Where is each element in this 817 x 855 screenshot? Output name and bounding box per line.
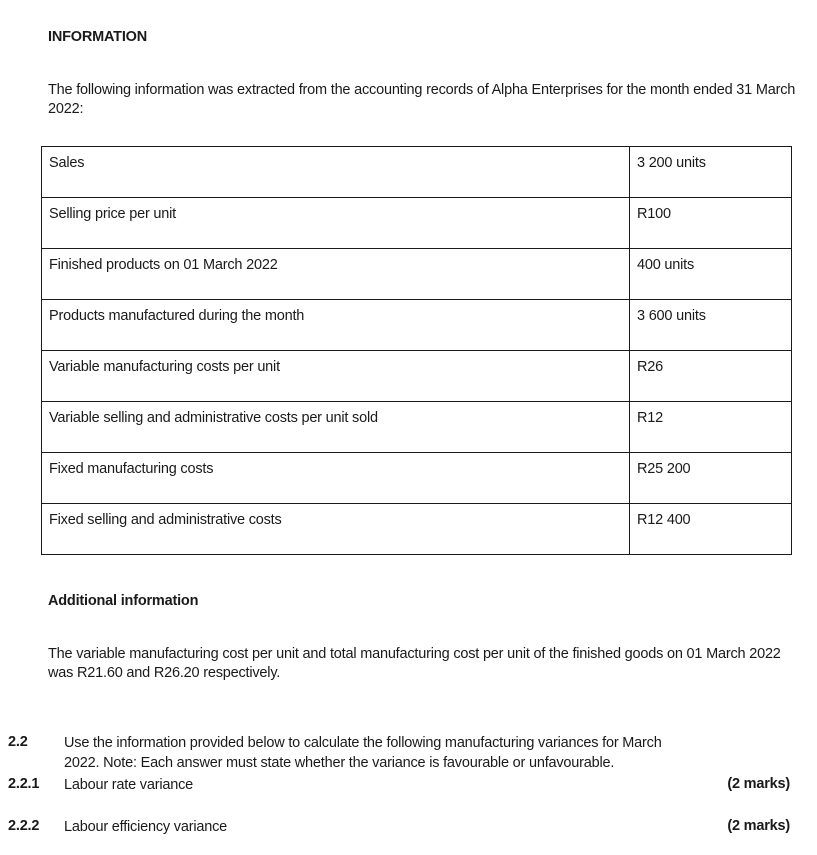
question-text-line-2: 2022. Note: Each answer must state whether the variance is favourable or unfavourable.: [64, 755, 615, 771]
row-label: Fixed selling and administrative costs: [42, 504, 630, 555]
table-row: [42, 504, 792, 555]
row-value: R12 400: [630, 504, 792, 555]
subquestion-text: Labour efficiency variance: [64, 819, 227, 835]
table-row: [42, 300, 792, 351]
information-table: [41, 146, 792, 555]
row-label: Finished products on 01 March 2022: [42, 249, 630, 300]
row-label: Products manufactured during the month: [42, 300, 630, 351]
intro-paragraph: The following information was extracted from the accounting records of Alpha Enterprises for the month ended 31 March 2022:: [48, 82, 796, 117]
additional-info-heading: Additional information: [48, 593, 199, 609]
row-value: R25 200: [630, 453, 792, 504]
row-value: R26: [630, 351, 792, 402]
table-row: [42, 147, 792, 198]
row-label: Fixed manufacturing costs: [42, 453, 630, 504]
table-row: [42, 198, 792, 249]
additional-info-paragraph: The variable manufacturing cost per unit and total manufacturing cost per unit of the finished goods on 01 March 2022 was R21.60 and R26.20 respectively.: [48, 646, 781, 681]
subquestion-text: Labour rate variance: [64, 777, 193, 793]
row-label: Variable manufacturing costs per unit: [42, 351, 630, 402]
row-value: R12: [630, 402, 792, 453]
row-value: 400 units: [630, 249, 792, 300]
row-value: R100: [630, 198, 792, 249]
row-value: 3 200 units: [630, 147, 792, 198]
table-row: [42, 351, 792, 402]
question-number: 2.2: [8, 734, 28, 750]
section-heading: INFORMATION: [48, 29, 148, 45]
row-label: Sales: [42, 147, 630, 198]
subquestion-number: 2.2.2: [8, 818, 40, 834]
marks-label: (2 marks): [727, 818, 790, 834]
table-row: [42, 453, 792, 504]
table-row: [42, 402, 792, 453]
marks-label: (2 marks): [727, 776, 790, 792]
row-label: Variable selling and administrative costs per unit sold: [42, 402, 630, 453]
table-row: [42, 249, 792, 300]
question-text-line-1: Use the information provided below to calculate the following manufacturing variances for March: [64, 735, 662, 751]
row-value: 3 600 units: [630, 300, 792, 351]
row-label: Selling price per unit: [42, 198, 630, 249]
subquestion-number: 2.2.1: [8, 776, 40, 792]
